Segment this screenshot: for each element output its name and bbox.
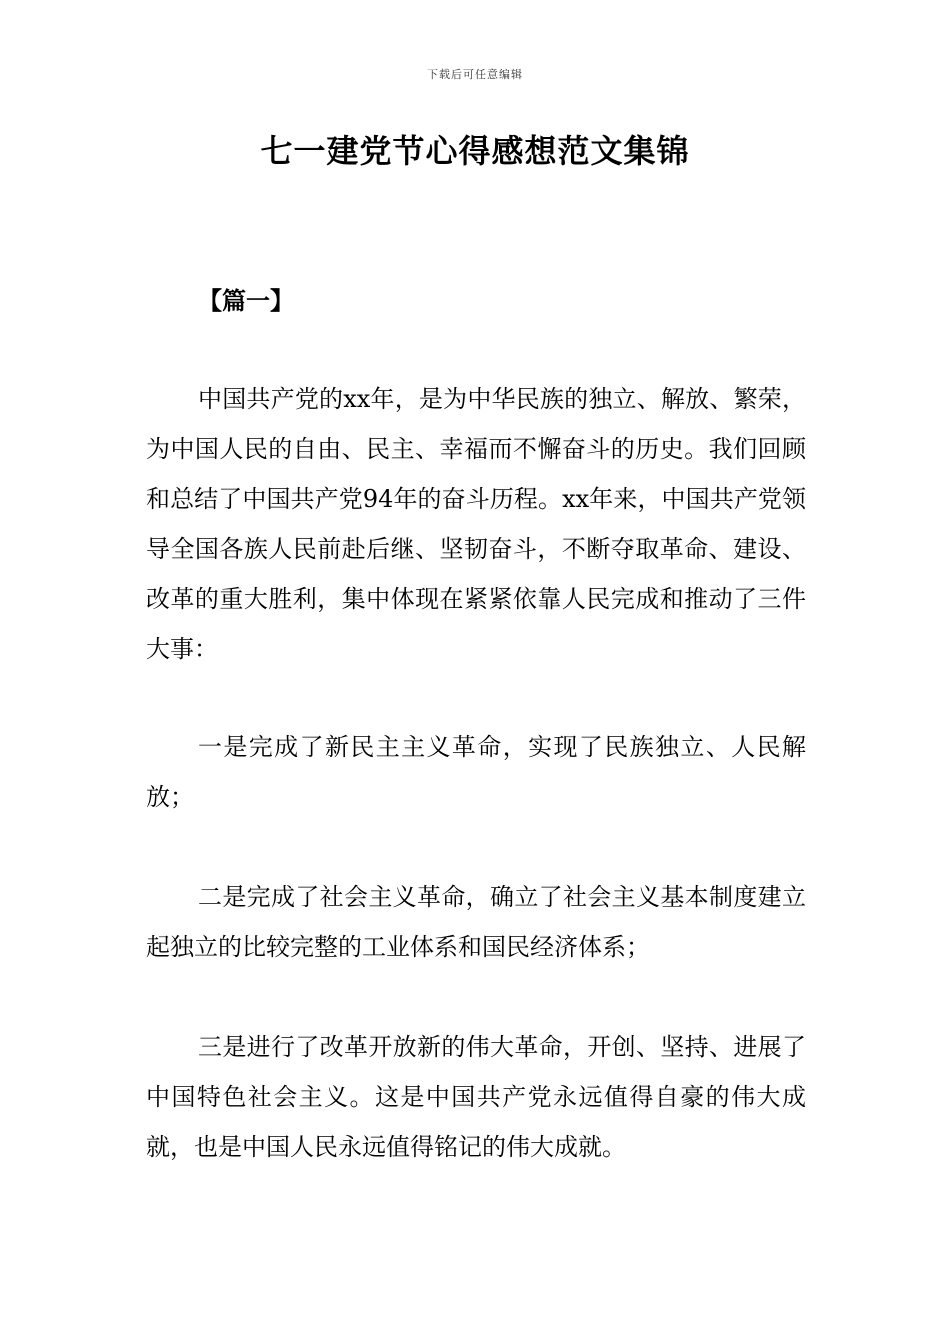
paragraph-4: 三是进行了改革开放新的伟大革命，开创、坚持、进展了中国特色社会主义。这是中国共产党永远值得自豪的伟大成就，也是中国人民永远值得铭记的伟大成就。 bbox=[146, 1033, 806, 1161]
paragraph-3: 二是完成了社会主义革命，确立了社会主义基本制度建立起独立的比较完整的工业体系和国民经济体系； bbox=[146, 883, 806, 961]
section-heading: 【篇一】 bbox=[198, 287, 294, 315]
paragraph-1: 中国共产党的xx年，是为中华民族的独立、解放、繁荣，为中国人民的自由、民主、幸福而不懈奋斗的历史。我们回顾和总结了中国共产党94年的奋斗历程。xx年来，中国共产党领导全国各族人民前赴后继、坚韧奋斗，不断夺取革命、建设、改革的重大胜利，集中体现在紧紧依靠人民完成和推动了三件大事： bbox=[146, 385, 806, 663]
paragraph-2: 一是完成了新民主主义革命，实现了民族独立、人民解放； bbox=[146, 733, 806, 811]
header-note: 下载后可任意编辑 bbox=[427, 68, 523, 81]
document-title: 七一建党节心得感想范文集锦 bbox=[260, 132, 690, 170]
